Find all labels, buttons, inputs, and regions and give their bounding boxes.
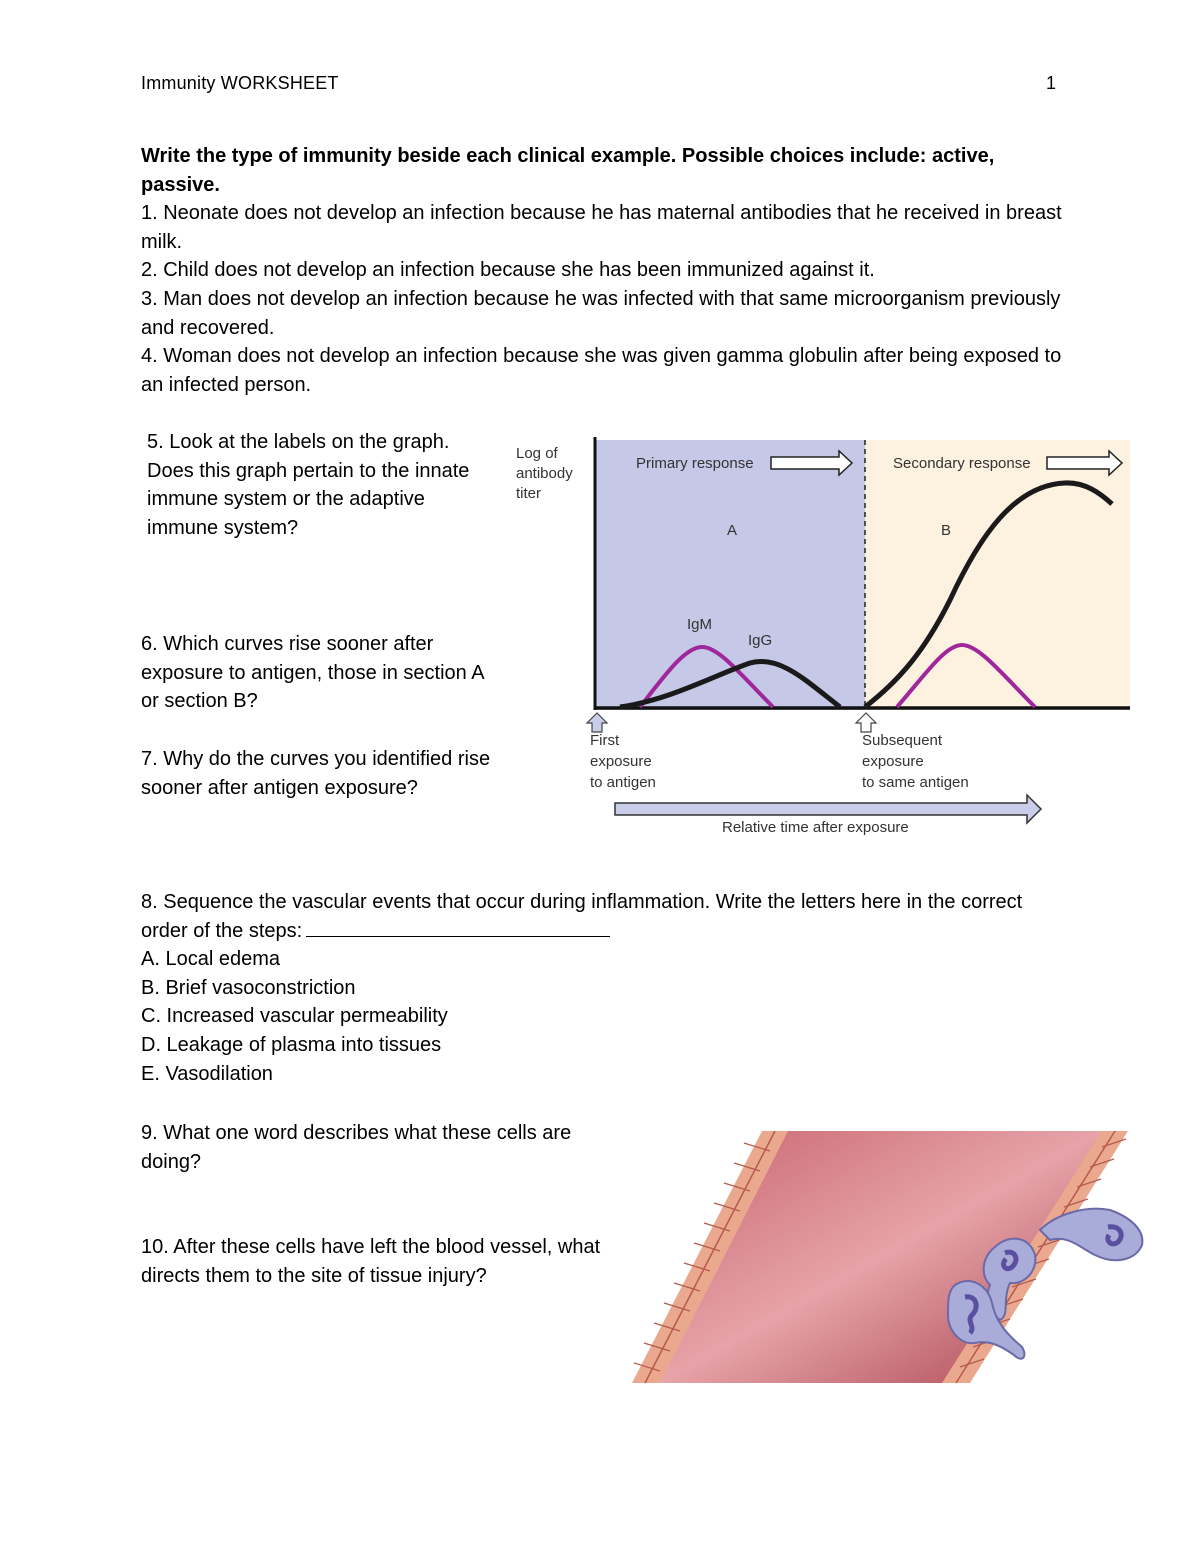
question-4: 4. Woman does not develop an infection because she was given gamma globulin after being exposed to an infected person. — [141, 345, 1062, 396]
option-c: C. Increased vascular permeability — [141, 1005, 448, 1028]
secondary-response-label: Secondary response — [893, 455, 1031, 472]
question-6-text: 6. Which curves rise sooner after exposure to antigen, those in section A or section B? — [141, 633, 484, 713]
igg-label: IgG — [748, 632, 773, 649]
question-2: 2. Child does not develop an infection because she has been immunized against it. — [141, 259, 875, 282]
question-8-prompt — [141, 888, 1071, 945]
subsequent-exposure-marker — [856, 713, 876, 732]
igm-label: IgM — [687, 616, 713, 633]
question-1: 1. Neonate does not develop an infection because he has maternal antibodies that he received in breast milk. — [141, 202, 1062, 253]
question-3: 3. Man does not develop an infection because he was infected with that same microorganism previously and recovered. — [141, 287, 1061, 339]
answer-blank[interactable] — [306, 918, 610, 937]
question-10 — [141, 1233, 601, 1290]
immunity-type-section — [141, 142, 1071, 399]
section-a-label: A — [727, 522, 738, 539]
section-instruction: Write the type of immunity beside each clinical example. Possible choices include: active, passive. — [141, 145, 995, 196]
first-exposure-marker — [587, 713, 607, 732]
question-9-text: 9. What one word describes what these cells are doing? — [141, 1122, 572, 1173]
question-8-text: 8. Sequence the vascular events that occur during inflammation. Write the letters here in the correct order of the steps: — [141, 891, 1023, 942]
primary-response-label: Primary response — [636, 455, 754, 472]
ylabel-line-3: titer — [516, 485, 542, 502]
page-number: 1 — [1046, 73, 1057, 93]
option-d: D. Leakage of plasma into tissues — [141, 1033, 442, 1056]
question-5 — [141, 428, 491, 542]
question-8 — [141, 888, 1071, 1088]
worksheet-title: Immunity WORKSHEET — [141, 73, 339, 93]
question-7 — [141, 745, 491, 802]
option-b: B. Brief vasoconstriction — [141, 976, 356, 999]
ylabel-line-1: Log of — [516, 445, 558, 462]
question-7-text: 7. Why do the curves you identified rise sooner after antigen exposure? — [141, 748, 491, 799]
section-b-label: B — [941, 522, 952, 539]
first-exposure-line-1: First — [590, 732, 620, 749]
question-10-text: 10. After these cells have left the blood vessel, what directs them to the site of tissue injury? — [141, 1236, 601, 1287]
option-e: E. Vasodilation — [141, 1062, 273, 1085]
blood-vessel-diapedesis-illustration — [630, 1125, 1160, 1390]
first-exposure-line-3: to antigen — [590, 774, 656, 791]
first-exposure-line-2: exposure — [590, 753, 652, 770]
antibody-response-graph — [505, 425, 1135, 845]
question-6 — [141, 630, 491, 716]
question-9 — [141, 1119, 601, 1176]
subsequent-exposure-line-1: Subsequent — [862, 732, 943, 749]
subsequent-exposure-line-3: to same antigen — [862, 774, 969, 791]
option-a: A. Local edema — [141, 948, 280, 971]
subsequent-exposure-line-2: exposure — [862, 753, 924, 770]
ylabel-line-2: antibody — [516, 465, 573, 482]
x-axis-label: Relative time after exposure — [722, 819, 909, 836]
question-5-text: 5. Look at the labels on the graph. Does this graph pertain to the innate immune system or the adaptive immune system? — [147, 431, 470, 539]
